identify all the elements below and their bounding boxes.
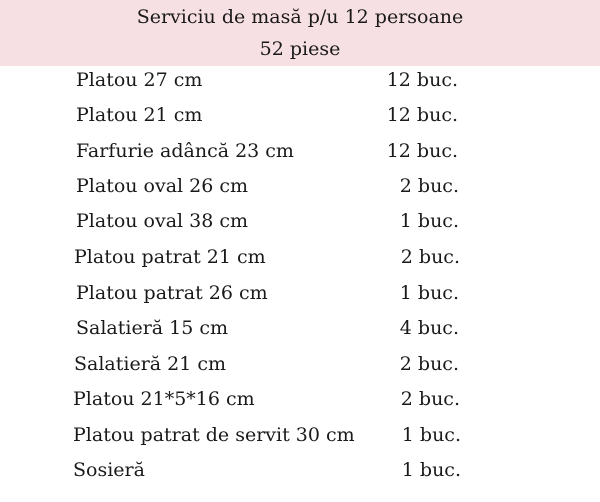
item-name: Platou patrat 26 cm xyxy=(76,282,268,304)
item-quantity: 1 buc. xyxy=(401,459,461,481)
item-quantity: 2 buc. xyxy=(400,246,460,268)
item-quantity: 2 buc. xyxy=(399,353,459,375)
item-name: Platou patrat 21 cm xyxy=(74,246,266,268)
item-quantity: 1 buc. xyxy=(399,282,459,304)
item-quantity: 2 buc. xyxy=(399,175,459,197)
page-title: Serviciu de masă p/u 12 persoane xyxy=(136,6,464,28)
item-name: Platou 27 cm xyxy=(76,69,203,91)
item-name: Salatieră 21 cm xyxy=(74,353,227,375)
item-name: Sosieră xyxy=(73,459,145,481)
page-subtitle: 52 piese xyxy=(259,38,341,60)
item-quantity: 12 buc. xyxy=(386,140,458,162)
item-name: Platou 21 cm xyxy=(76,104,203,126)
header-banner xyxy=(0,0,600,66)
item-quantity: 1 buc. xyxy=(399,210,459,232)
item-quantity: 12 buc. xyxy=(386,104,458,126)
item-name: Platou 21*5*16 cm xyxy=(73,388,255,410)
item-quantity: 1 buc. xyxy=(401,424,461,446)
item-quantity: 12 buc. xyxy=(386,69,458,91)
item-quantity: 4 buc. xyxy=(399,317,459,339)
item-name: Farfurie adâncă 23 cm xyxy=(76,140,294,162)
item-name: Salatieră 15 cm xyxy=(76,317,229,339)
item-quantity: 2 buc. xyxy=(400,388,460,410)
item-name: Platou oval 38 cm xyxy=(76,210,249,232)
item-name: Platou patrat de servit 30 cm xyxy=(73,424,355,446)
item-name: Platou oval 26 cm xyxy=(76,175,249,197)
